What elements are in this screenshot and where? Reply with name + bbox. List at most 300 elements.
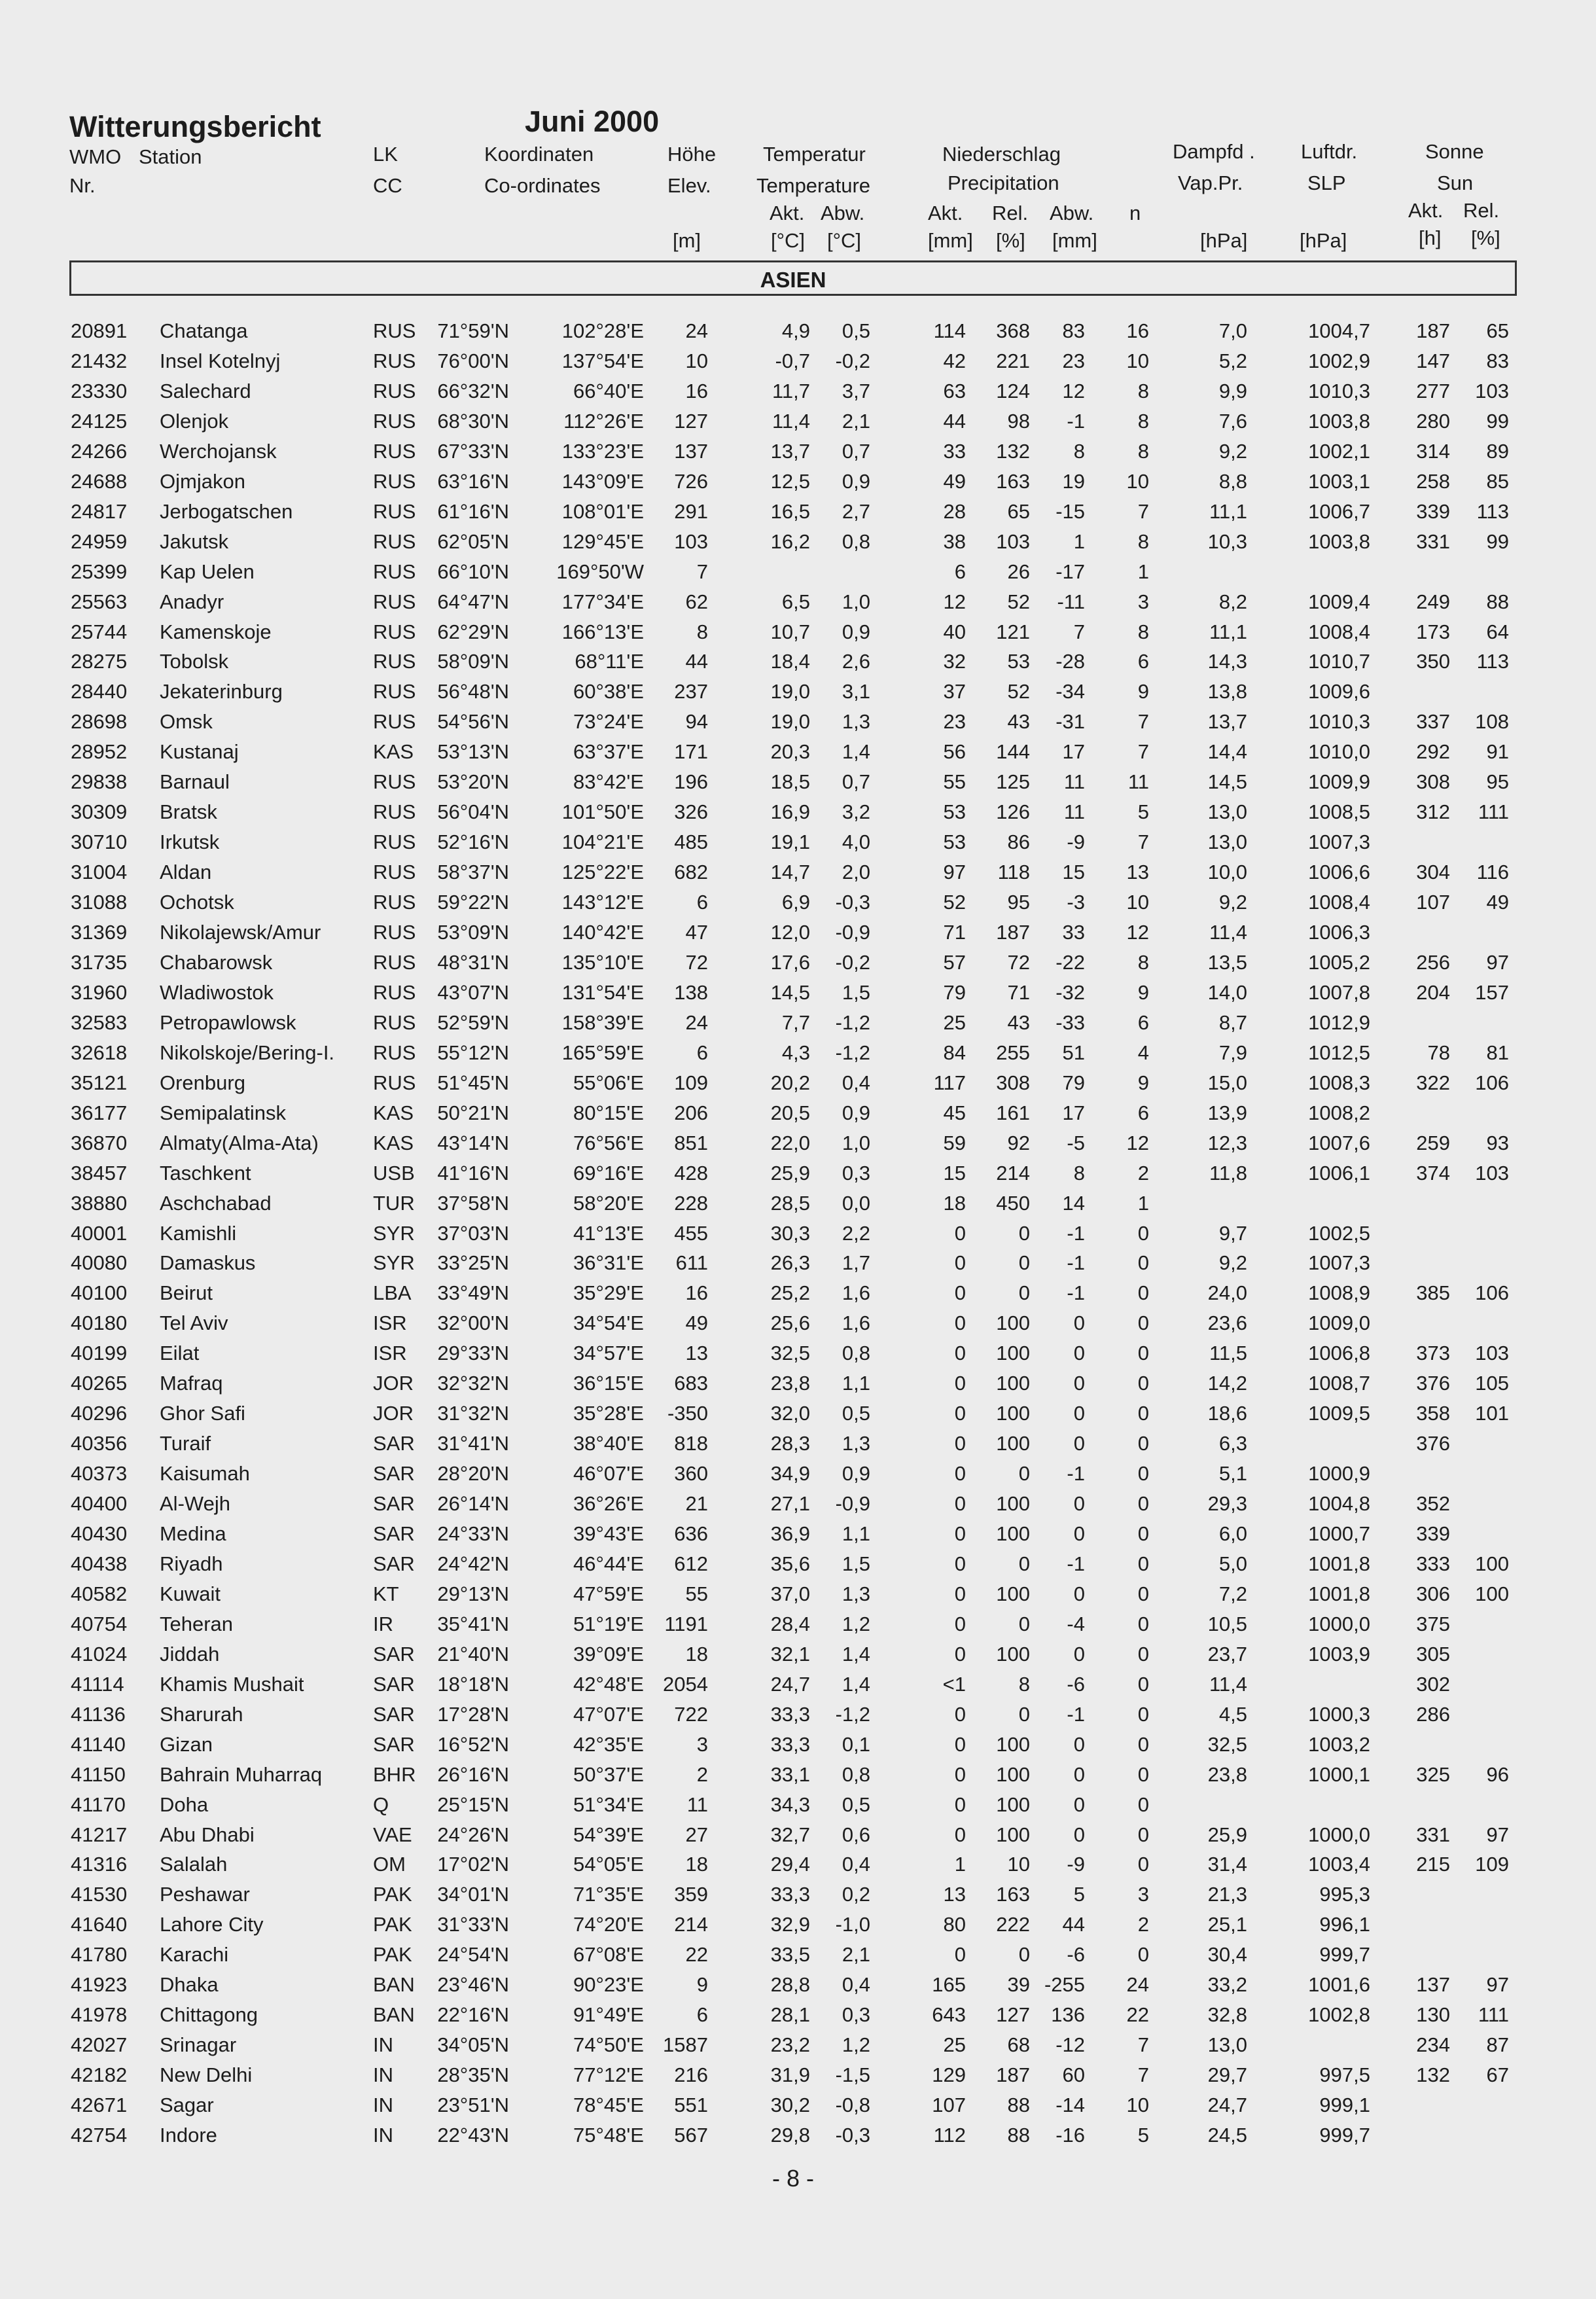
cell-prec-akt: 0: [954, 1642, 966, 1666]
cell-vap-pressure: 13,5: [1207, 950, 1247, 974]
cell-station-name: Kamishli: [160, 1221, 237, 1245]
cell-station-name: Karachi: [160, 1943, 229, 1967]
cell-country-code: KT: [373, 1582, 399, 1605]
cell-temp-abw: 1,0: [842, 590, 870, 613]
cell-prec-rel: 187: [996, 921, 1030, 944]
table-row: [0, 1823, 1596, 1853]
cell-vap-pressure: 8,7: [1218, 1010, 1247, 1034]
cell-sun-rel: 103: [1475, 379, 1509, 402]
cell-longitude: 58°20'E: [573, 1191, 644, 1215]
cell-temp-akt: 35,6: [770, 1552, 810, 1575]
cell-latitude: 67°33'N: [437, 439, 509, 463]
cell-prec-abw: 60: [1062, 2063, 1085, 2087]
cell-sun-rel: 157: [1475, 980, 1509, 1004]
cell-sun-rel: 97: [1486, 1823, 1509, 1846]
cell-prec-akt: 56: [943, 740, 966, 764]
cell-temp-akt: 28,1: [770, 2003, 810, 2027]
cell-sun-rel: 87: [1486, 2033, 1509, 2057]
cell-country-code: SAR: [373, 1732, 415, 1756]
header-sun-akt: Akt.: [1408, 199, 1444, 222]
cell-temp-akt: 29,8: [770, 2124, 810, 2147]
header-temp-unit-akt: [°C]: [771, 229, 806, 252]
cell-prec-abw: -1: [1067, 1702, 1085, 1726]
cell-longitude: 34°54'E: [573, 1311, 644, 1335]
cell-temp-akt: 33,3: [770, 1702, 810, 1726]
cell-wmo-nr: 41024: [71, 1642, 128, 1666]
cell-prec-akt: 40: [943, 620, 966, 643]
table-row: [0, 1132, 1596, 1162]
cell-prec-rel: 100: [996, 1372, 1030, 1395]
cell-temp-akt: 26,3: [770, 1251, 810, 1275]
cell-elevation: -350: [667, 1402, 708, 1425]
cell-vap-pressure: 14,0: [1207, 980, 1247, 1004]
cell-prec-abw: -5: [1067, 1131, 1085, 1154]
cell-temp-abw: 1,6: [842, 1311, 870, 1335]
cell-prec-akt: 0: [954, 1792, 966, 1816]
cell-longitude: 54°05'E: [573, 1853, 644, 1876]
cell-wmo-nr: 42027: [71, 2033, 128, 2057]
cell-latitude: 22°43'N: [437, 2124, 509, 2147]
cell-elevation: 7: [696, 560, 708, 583]
cell-country-code: RUS: [373, 650, 416, 673]
cell-latitude: 37°03'N: [437, 1221, 509, 1245]
cell-prec-abw: -15: [1055, 499, 1085, 523]
cell-latitude: 23°51'N: [437, 2094, 509, 2117]
cell-country-code: RUS: [373, 891, 416, 914]
cell-prec-akt: 0: [954, 1522, 966, 1545]
cell-latitude: 61°16'N: [437, 499, 509, 523]
cell-temp-abw: 1,1: [842, 1522, 870, 1545]
table-row: [0, 1582, 1596, 1613]
cell-prec-abw: 79: [1062, 1071, 1085, 1094]
cell-prec-days: 11: [1127, 770, 1149, 794]
cell-sun-hours: 375: [1416, 1612, 1450, 1635]
cell-prec-abw: 0: [1073, 1522, 1085, 1545]
cell-prec-abw: -4: [1067, 1612, 1085, 1635]
table-row: [0, 1011, 1596, 1041]
table-row: [0, 951, 1596, 981]
cell-prec-days: 0: [1137, 1251, 1149, 1275]
cell-station-name: Orenburg: [160, 1071, 245, 1094]
cell-temp-akt: 23,8: [770, 1372, 810, 1395]
cell-prec-rel: 214: [996, 1161, 1030, 1185]
cell-sun-hours: 256: [1416, 950, 1450, 974]
cell-prec-days: 8: [1137, 409, 1149, 433]
cell-prec-akt: 32: [943, 650, 966, 673]
cell-prec-days: 10: [1126, 469, 1149, 493]
cell-longitude: 51°19'E: [573, 1612, 644, 1635]
cell-temp-akt: 19,1: [770, 830, 810, 854]
cell-prec-akt: 25: [943, 1010, 966, 1034]
header-temperature: Temperature: [756, 174, 871, 197]
cell-sun-rel: 97: [1486, 1973, 1509, 1997]
cell-longitude: 41°13'E: [573, 1221, 644, 1245]
cell-elevation: 18: [685, 1642, 708, 1666]
cell-prec-abw: -1: [1067, 1462, 1085, 1486]
cell-vap-pressure: 9,2: [1218, 1251, 1247, 1275]
cell-elevation: 485: [674, 830, 708, 854]
cell-station-name: Jiddah: [160, 1642, 220, 1666]
cell-vap-pressure: 13,0: [1207, 800, 1247, 824]
table-row: [0, 1643, 1596, 1673]
table-row: [0, 1432, 1596, 1462]
cell-temp-abw: 1,4: [842, 740, 870, 764]
cell-sun-hours: 305: [1416, 1642, 1450, 1666]
cell-prec-abw: 0: [1073, 1642, 1085, 1666]
cell-temp-abw: 3,2: [842, 800, 870, 824]
cell-longitude: 47°59'E: [573, 1582, 644, 1605]
cell-slp: 1002,1: [1308, 439, 1370, 463]
cell-prec-days: 9: [1137, 680, 1149, 704]
cell-temp-akt: 36,9: [770, 1522, 810, 1545]
header-prec-n: n: [1129, 202, 1141, 224]
cell-sun-rel: 103: [1475, 1161, 1509, 1185]
cell-sun-rel: 106: [1475, 1281, 1509, 1305]
header-temp-unit-abw: [°C]: [827, 229, 862, 252]
cell-temp-abw: -0,2: [835, 950, 870, 974]
cell-prec-abw: 83: [1062, 319, 1085, 342]
header-sun-rel: Rel.: [1463, 199, 1500, 222]
cell-country-code: IN: [373, 2063, 393, 2087]
cell-latitude: 71°59'N: [437, 319, 509, 342]
cell-prec-days: 8: [1137, 950, 1149, 974]
header-precipitation: Precipitation: [948, 171, 1059, 194]
table-row: [0, 1402, 1596, 1432]
cell-station-name: Semipalatinsk: [160, 1101, 286, 1124]
cell-temp-akt: 19,0: [770, 680, 810, 704]
cell-longitude: 69°16'E: [573, 1161, 644, 1185]
cell-elevation: 428: [674, 1161, 708, 1185]
cell-temp-akt: 33,5: [770, 1943, 810, 1967]
cell-prec-akt: 0: [954, 1251, 966, 1275]
cell-slp: 1003,2: [1308, 1732, 1370, 1756]
cell-station-name: Nikolskoje/Bering-I.: [160, 1041, 335, 1064]
cell-wmo-nr: 25563: [71, 590, 128, 613]
table-row: [0, 560, 1596, 590]
cell-prec-rel: 126: [996, 800, 1030, 824]
cell-sun-rel: 101: [1475, 1402, 1509, 1425]
cell-wmo-nr: 36870: [71, 1131, 128, 1154]
region-label: ASIEN: [760, 268, 826, 292]
header-wmo: WMO: [69, 145, 122, 168]
cell-longitude: 129°45'E: [561, 529, 644, 553]
cell-elevation: 62: [685, 590, 708, 613]
cell-prec-akt: 165: [932, 1973, 966, 1997]
cell-temp-akt: 30,3: [770, 1221, 810, 1245]
cell-longitude: 91°49'E: [573, 2003, 644, 2027]
table-row: [0, 1763, 1596, 1793]
cell-elevation: 6: [696, 2003, 708, 2027]
cell-prec-rel: 0: [1018, 1462, 1030, 1486]
cell-sun-hours: 337: [1416, 710, 1450, 734]
table-row: [0, 410, 1596, 440]
cell-latitude: 32°00'N: [437, 1311, 509, 1335]
cell-country-code: RUS: [373, 1071, 416, 1094]
cell-prec-days: 6: [1137, 1010, 1149, 1034]
cell-country-code: JOR: [373, 1372, 414, 1395]
cell-prec-akt: 59: [943, 1131, 966, 1154]
header-prec-unit-rel: [%]: [996, 229, 1025, 252]
cell-sun-hours: 204: [1416, 980, 1450, 1004]
cell-vap-pressure: 14,4: [1207, 740, 1247, 764]
cell-latitude: 23°46'N: [437, 1973, 509, 1997]
cell-prec-rel: 132: [996, 439, 1030, 463]
cell-country-code: SAR: [373, 1672, 415, 1696]
cell-prec-akt: 55: [943, 770, 966, 794]
cell-station-name: Ojmjakon: [160, 469, 245, 493]
cell-station-name: Dhaka: [160, 1973, 219, 1997]
cell-wmo-nr: 31369: [71, 921, 128, 944]
cell-elevation: 47: [685, 921, 708, 944]
cell-wmo-nr: 40001: [71, 1221, 128, 1245]
cell-temp-akt: 6,9: [781, 891, 810, 914]
cell-wmo-nr: 24959: [71, 529, 128, 553]
table-row: [0, 1071, 1596, 1101]
cell-temp-abw: 1,4: [842, 1672, 870, 1696]
cell-elevation: 24: [685, 1010, 708, 1034]
cell-elevation: 726: [674, 469, 708, 493]
cell-temp-akt: 32,0: [770, 1402, 810, 1425]
table-row: [0, 1372, 1596, 1402]
cell-country-code: RUS: [373, 620, 416, 643]
cell-prec-akt: 0: [954, 1732, 966, 1756]
cell-prec-rel: 127: [996, 2003, 1030, 2027]
cell-wmo-nr: 23330: [71, 379, 128, 402]
cell-temp-akt: 11,7: [771, 379, 810, 402]
cell-prec-days: 0: [1137, 1552, 1149, 1575]
cell-wmo-nr: 36177: [71, 1101, 128, 1124]
cell-temp-akt: 10,7: [770, 620, 810, 643]
table-row: [0, 680, 1596, 710]
cell-latitude: 53°09'N: [437, 921, 509, 944]
cell-prec-abw: 11: [1063, 770, 1085, 794]
header-nr: Nr.: [69, 174, 96, 197]
cell-longitude: 71°35'E: [573, 1883, 644, 1906]
cell-vap-pressure: 11,4: [1209, 921, 1247, 944]
cell-country-code: RUS: [373, 770, 416, 794]
cell-station-name: Sharurah: [160, 1702, 243, 1726]
cell-prec-abw: 0: [1073, 1582, 1085, 1605]
cell-wmo-nr: 28275: [71, 650, 128, 673]
table-row: [0, 1101, 1596, 1132]
cell-vap-pressure: 8,8: [1218, 469, 1247, 493]
cell-prec-days: 10: [1126, 2094, 1149, 2117]
cell-country-code: IR: [373, 1612, 393, 1635]
table-row: [0, 1311, 1596, 1342]
cell-slp: 1006,8: [1308, 1342, 1370, 1365]
cell-wmo-nr: 24817: [71, 499, 128, 523]
table-row: [0, 1733, 1596, 1763]
cell-longitude: 36°31'E: [573, 1251, 644, 1275]
cell-temp-abw: 0,3: [842, 1161, 870, 1185]
cell-prec-abw: -33: [1055, 1010, 1085, 1034]
cell-prec-rel: 0: [1018, 1943, 1030, 1967]
cell-prec-rel: 308: [996, 1071, 1030, 1094]
cell-prec-days: 1: [1137, 1191, 1149, 1215]
header-vap-unit: [hPa]: [1200, 229, 1248, 252]
cell-prec-rel: 95: [1007, 891, 1030, 914]
table-row: [0, 2063, 1596, 2094]
cell-sun-rel: 111: [1478, 800, 1509, 824]
cell-longitude: 177°34'E: [561, 590, 644, 613]
cell-longitude: 34°57'E: [573, 1342, 644, 1365]
cell-prec-rel: 52: [1007, 680, 1030, 704]
cell-elevation: 138: [674, 980, 708, 1004]
cell-vap-pressure: 13,0: [1207, 2033, 1247, 2057]
cell-prec-akt: 25: [943, 2033, 966, 2057]
cell-wmo-nr: 38880: [71, 1191, 128, 1215]
cell-temp-abw: 0,2: [842, 1883, 870, 1906]
cell-longitude: 75°48'E: [573, 2124, 644, 2147]
cell-wmo-nr: 40080: [71, 1251, 128, 1275]
cell-temp-abw: -1,0: [835, 1913, 870, 1936]
cell-slp: 1004,7: [1308, 319, 1370, 342]
cell-prec-rel: 100: [996, 1762, 1030, 1786]
cell-elevation: 611: [675, 1251, 708, 1275]
cell-temp-abw: 2,7: [842, 499, 870, 523]
cell-country-code: PAK: [373, 1943, 412, 1967]
cell-slp: 1000,0: [1308, 1823, 1370, 1846]
cell-country-code: BHR: [373, 1762, 416, 1786]
cell-country-code: IN: [373, 2094, 393, 2117]
cell-country-code: RUS: [373, 499, 416, 523]
cell-prec-akt: 114: [933, 319, 966, 342]
cell-prec-abw: -14: [1055, 2094, 1085, 2117]
cell-sun-hours: 132: [1416, 2063, 1450, 2087]
cell-prec-akt: 0: [954, 1462, 966, 1486]
cell-station-name: Peshawar: [160, 1883, 250, 1906]
cell-temp-akt: 33,3: [770, 1732, 810, 1756]
cell-longitude: 55°06'E: [573, 1071, 644, 1094]
cell-prec-akt: 84: [943, 1041, 966, 1064]
cell-elevation: 8: [696, 620, 708, 643]
cell-vap-pressure: 11,1: [1209, 620, 1247, 643]
table-row: [0, 590, 1596, 620]
cell-latitude: 34°01'N: [437, 1883, 509, 1906]
table-row: [0, 440, 1596, 470]
cell-prec-rel: 43: [1007, 1010, 1030, 1034]
cell-longitude: 74°50'E: [573, 2033, 644, 2057]
cell-latitude: 25°15'N: [437, 1792, 509, 1816]
cell-prec-akt: 107: [932, 2094, 966, 2117]
cell-wmo-nr: 41170: [71, 1792, 126, 1816]
cell-sun-rel: 97: [1486, 950, 1509, 974]
cell-latitude: 35°41'N: [437, 1612, 509, 1635]
cell-prec-rel: 161: [996, 1101, 1030, 1124]
cell-station-name: Khamis Mushait: [160, 1672, 304, 1696]
cell-prec-akt: 57: [943, 950, 966, 974]
cell-country-code: SAR: [373, 1432, 415, 1455]
cell-temp-abw: 0,4: [842, 1071, 870, 1094]
cell-country-code: RUS: [373, 469, 416, 493]
cell-temp-abw: -0,9: [835, 1492, 870, 1516]
cell-slp: 1005,2: [1308, 950, 1370, 974]
cell-temp-akt: 16,2: [770, 529, 810, 553]
cell-slp: 1000,1: [1308, 1762, 1370, 1786]
cell-latitude: 62°05'N: [437, 529, 509, 553]
cell-latitude: 24°26'N: [437, 1823, 509, 1846]
cell-longitude: 74°20'E: [573, 1913, 644, 1936]
cell-slp: 999,7: [1319, 1943, 1370, 1967]
cell-elevation: 818: [674, 1432, 708, 1455]
table-row: [0, 1251, 1596, 1281]
cell-latitude: 24°54'N: [437, 1943, 509, 1967]
cell-vap-pressure: 14,2: [1207, 1372, 1247, 1395]
cell-latitude: 56°48'N: [437, 680, 509, 704]
cell-temp-akt: 32,7: [770, 1823, 810, 1846]
cell-wmo-nr: 42182: [71, 2063, 128, 2087]
cell-longitude: 83°42'E: [573, 770, 644, 794]
cell-elevation: 10: [685, 349, 708, 372]
cell-latitude: 58°37'N: [437, 861, 509, 884]
cell-prec-akt: 0: [954, 1281, 966, 1305]
cell-longitude: 125°22'E: [561, 861, 644, 884]
cell-temp-abw: 0,4: [842, 1973, 870, 1997]
table-row: [0, 1673, 1596, 1703]
table-row: [0, 1041, 1596, 1071]
cell-sun-hours: 339: [1416, 499, 1450, 523]
cell-sun-rel: 83: [1486, 349, 1509, 372]
cell-sun-hours: 304: [1416, 861, 1450, 884]
cell-wmo-nr: 40180: [71, 1311, 128, 1335]
cell-elevation: 27: [685, 1823, 708, 1846]
cell-prec-akt: 0: [954, 1432, 966, 1455]
cell-temp-akt: 25,9: [770, 1161, 810, 1185]
cell-country-code: RUS: [373, 439, 416, 463]
cell-temp-abw: -0,3: [835, 891, 870, 914]
cell-wmo-nr: 30710: [71, 830, 128, 854]
cell-temp-abw: -0,2: [835, 349, 870, 372]
cell-sun-rel: 108: [1475, 710, 1509, 734]
cell-sun-hours: 147: [1416, 349, 1450, 372]
cell-prec-rel: 0: [1018, 1221, 1030, 1245]
cell-longitude: 169°50'W: [556, 560, 644, 583]
cell-longitude: 51°34'E: [573, 1792, 644, 1816]
cell-station-name: Chittagong: [160, 2003, 258, 2027]
cell-vap-pressure: 6,0: [1218, 1522, 1247, 1545]
cell-prec-akt: 52: [943, 891, 966, 914]
cell-elevation: 11: [686, 1792, 708, 1816]
table-row: [0, 1192, 1596, 1222]
cell-sun-hours: 308: [1416, 770, 1450, 794]
cell-prec-akt: 0: [954, 1582, 966, 1605]
cell-prec-abw: -31: [1055, 710, 1085, 734]
cell-prec-days: 0: [1137, 1522, 1149, 1545]
cell-vap-pressure: 8,2: [1218, 590, 1247, 613]
table-row: [0, 830, 1596, 861]
cell-prec-rel: 0: [1018, 1612, 1030, 1635]
cell-vap-pressure: 24,5: [1207, 2124, 1247, 2147]
cell-prec-days: 0: [1137, 1672, 1149, 1696]
cell-slp: 1006,7: [1308, 499, 1370, 523]
report-title: Witterungsbericht: [69, 110, 321, 143]
cell-latitude: 68°30'N: [437, 409, 509, 433]
table-row: [0, 650, 1596, 680]
cell-vap-pressure: 7,2: [1218, 1582, 1247, 1605]
cell-prec-akt: 15: [943, 1161, 966, 1185]
cell-prec-abw: 33: [1062, 921, 1085, 944]
cell-prec-rel: 103: [996, 529, 1030, 553]
cell-elevation: 196: [674, 770, 708, 794]
cell-vap-pressure: 11,5: [1209, 1342, 1247, 1365]
page-number: - 8 -: [772, 2165, 815, 2192]
cell-sun-rel: 95: [1486, 770, 1509, 794]
cell-vap-pressure: 15,0: [1207, 1071, 1247, 1094]
cell-latitude: 21°40'N: [437, 1642, 509, 1666]
cell-temp-akt: 16,9: [770, 800, 810, 824]
cell-latitude: 43°07'N: [437, 980, 509, 1004]
cell-prec-days: 8: [1137, 529, 1149, 553]
